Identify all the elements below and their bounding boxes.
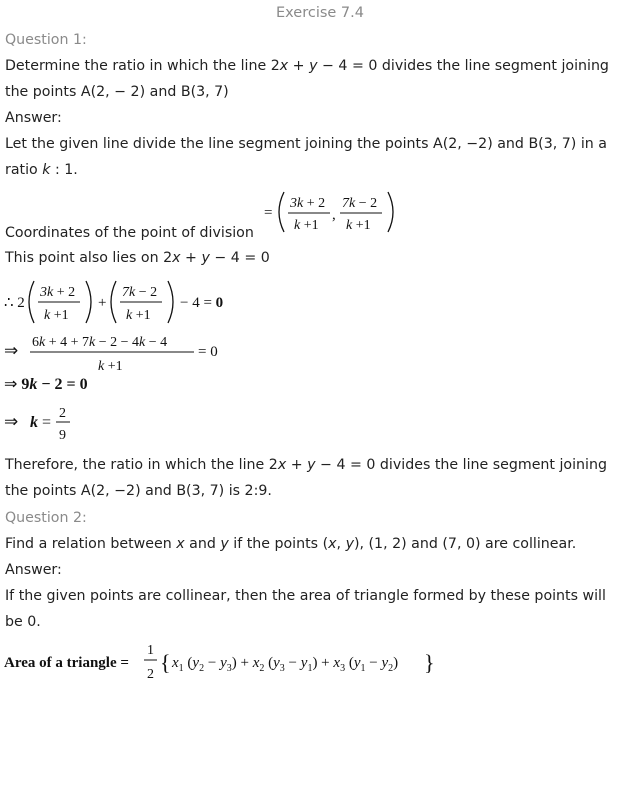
svg-text:k +1: k +1: [346, 218, 371, 233]
solution-1-line-2: ratio k : 1.: [5, 162, 78, 178]
lies-on-line-text: This point also lies on 2x + y − 4 = 0: [5, 250, 270, 266]
svg-text:9: 9: [59, 428, 66, 443]
solution-1-line-1: Let the given line divide the line segment joining the points A(2, −2) and B(3, 7) in a: [5, 136, 607, 152]
svg-text:7k − 2: 7k − 2: [122, 285, 158, 300]
svg-text:Area of a triangle =: Area of a triangle =: [4, 655, 129, 671]
question-2-label: Question 2:: [5, 510, 87, 526]
svg-text:k +1: k +1: [294, 218, 319, 233]
question-1-label: Question 1:: [5, 32, 87, 48]
equation-step-4: [4, 398, 94, 446]
svg-text:k +1: k +1: [126, 308, 151, 323]
conclusion-line-2: the points A(2, −2) and B(3, 7) is 2:9.: [5, 483, 272, 499]
question-1-text-line-1: Determine the ratio in which the line 2x + y − 4 = 0 divides the line segment joining: [5, 58, 609, 74]
svg-text:⇒: ⇒: [4, 341, 19, 360]
question-1-text-line-2: the points A(2, − 2) and B(3, 7): [5, 84, 229, 100]
svg-text:k +1: k +1: [44, 308, 69, 323]
svg-text:− 4 = 0: − 4 = 0: [180, 295, 224, 311]
svg-text:=: =: [42, 414, 52, 431]
svg-text:,: ,: [332, 207, 336, 223]
svg-text:2: 2: [147, 667, 154, 682]
svg-text:7k − 2: 7k − 2: [342, 196, 378, 211]
coordinates-formula: [262, 188, 412, 238]
svg-text:+: +: [98, 295, 107, 311]
equation-step-1: [4, 276, 244, 328]
svg-text:=: =: [264, 205, 273, 221]
svg-text:x1 (y2 − y3) + x2 (y3 − y1) +: $x_1$ $(y_2 - y_3) + x_2$ $(y_3 - y_1) + x_3$ $(y_1 - y_2)$: [172, 655, 399, 674]
svg-text:k +1: k +1: [98, 359, 123, 374]
svg-text:⇒: ⇒: [4, 412, 19, 431]
solution-2-line-2: be 0.: [5, 614, 41, 630]
solution-2-line-1: If the given points are collinear, then the area of triangle formed by these points will: [5, 588, 606, 604]
exercise-title: Exercise 7.4: [275, 5, 364, 21]
area-formula: [4, 640, 444, 688]
svg-text:∴ 2: ∴ 2: [4, 295, 25, 311]
conclusion-line-1: Therefore, the ratio in which the line 2x + y − 4 = 0 divides the line segment joining: [5, 457, 607, 473]
answer-2-label: Answer:: [5, 562, 62, 578]
question-2-text: Find a relation between x and y if the points (x, y), (1, 2) and (7, 0) are collinear.: [5, 536, 577, 552]
svg-text:2: 2: [59, 406, 66, 421]
svg-text:3k + 2: 3k + 2: [290, 196, 326, 211]
answer-1-label: Answer:: [5, 110, 62, 126]
equation-step-2: [4, 330, 234, 378]
coordinates-label: Coordinates of the point of division: [5, 225, 254, 241]
svg-text:}: }: [424, 650, 435, 675]
equation-step-3: ⇒ 9k − 2 = 0: [4, 376, 88, 393]
svg-text:= 0: = 0: [198, 344, 218, 360]
svg-text:3k + 2: 3k + 2: [40, 285, 76, 300]
svg-text:k: k: [30, 414, 38, 431]
svg-text:{: {: [160, 650, 171, 675]
svg-text:1: 1: [147, 643, 154, 658]
svg-text:6k + 4 + 7k − 2 − 4k − 4: 6k + 4 + 7k − 2 − 4k − 4: [32, 335, 168, 350]
